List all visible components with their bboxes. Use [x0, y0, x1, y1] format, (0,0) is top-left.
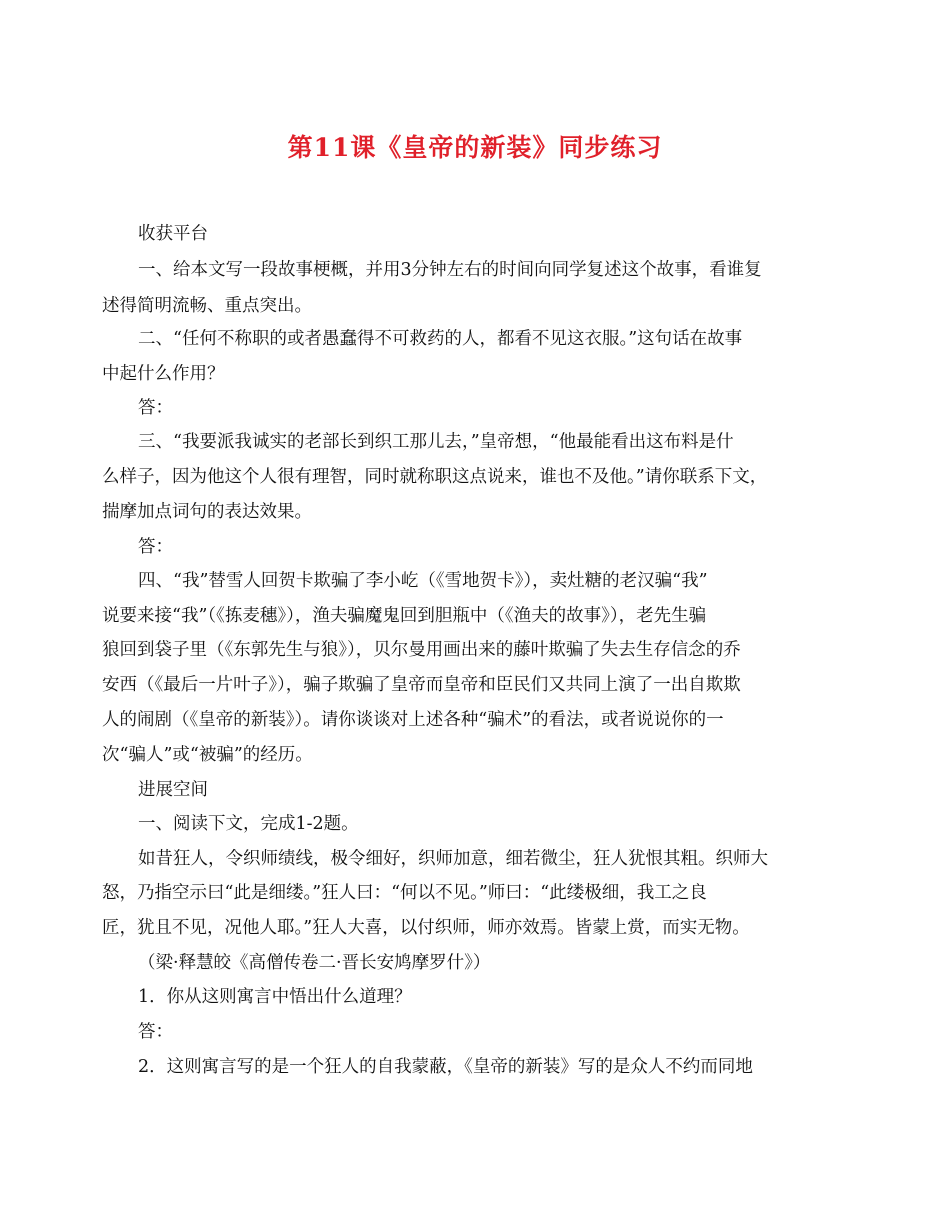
question-4-line-5: 人的闹剧（《皇帝的新装》）。请你谈谈对上述各种“骗术”的看法，或者说说你的一	[102, 710, 724, 730]
question-1-line-1: 一、给本文写一段故事梗概，并用3分钟左右的时间向同学复述这个故事，看谁复	[138, 260, 762, 280]
question-4-line-3: 狼回到袋子里（《东郭先生与狼》），贝尔曼用画出来的藤叶欺骗了失去生存信念的乔	[102, 640, 741, 660]
sub-question-1: 1．你从这则寓言中悟出什么道理？	[138, 987, 412, 1007]
question-4-line-6: 次“骗人”或“被骗”的经历。	[102, 745, 313, 765]
document-title: 第11课《皇帝的新装》同步练习	[287, 133, 663, 162]
passage-line-1: 如昔狂人，令织师绩线，极令细好，织师加意，细若微尘，狂人犹恨其粗。织师大	[138, 849, 768, 869]
question-4-line-4: 安西（《最后一片叶子》），骗子欺骗了皇帝而皇帝和臣民们又共同上演了一出自欺欺	[102, 675, 741, 695]
reading-instruction: 一、阅读下文，完成1-2题。	[138, 814, 359, 834]
answer-label: 答：	[138, 1022, 173, 1042]
passage-source: （梁·释慧皎《高僧传卷二·晋长安鸠摩罗什》）	[138, 953, 491, 973]
question-1-line-2: 述得简明流畅、重点突出。	[102, 296, 312, 316]
passage-line-3: 匠，犹且不见，况他人耶。”狂人大喜，以付织师，师亦效焉。皆蒙上赏，而实无物。	[102, 918, 750, 938]
question-2-line-2: 中起什么作用？	[102, 364, 225, 384]
question-4-line-1: 四、“我”替雪人回贺卡欺骗了李小屹（《雪地贺卡》），卖灶糖的老汉骗“我”	[138, 571, 708, 591]
sub-question-2-line-1: 2．这则寓言写的是一个狂人的自我蒙蔽，《皇帝的新装》写的是众人不约而同地	[138, 1057, 753, 1077]
question-3-line-2: 么样子，因为他这个人很有理智，同时就称职这点说来，谁也不及他。”请你联系下文，	[102, 467, 768, 487]
passage-line-2: 怒，乃指空示曰“此是细缕。”狂人曰：“何以不见。”师曰：“此缕极细，我工之良	[102, 883, 707, 903]
answer-label: 答：	[138, 537, 173, 557]
question-2-line-1: 二、“任何不称职的或者愚蠢得不可救药的人，都看不见这衣服。”这句话在故事	[138, 329, 743, 349]
section-heading-development: 进展空间	[138, 780, 208, 800]
question-3-line-1: 三、“我要派我诚实的老部长到织工那儿去，”皇帝想，“他最能看出这布料是什	[138, 432, 734, 452]
question-4-line-2: 说要来接“我”（《拣麦穗》），渔夫骗魔鬼回到胆瓶中（《渔夫的故事》），老先生骗	[102, 606, 707, 626]
question-3-line-3: 揣摩加点词句的表达效果。	[102, 502, 312, 522]
section-heading-harvest: 收获平台	[138, 224, 208, 244]
answer-label: 答：	[138, 398, 173, 418]
